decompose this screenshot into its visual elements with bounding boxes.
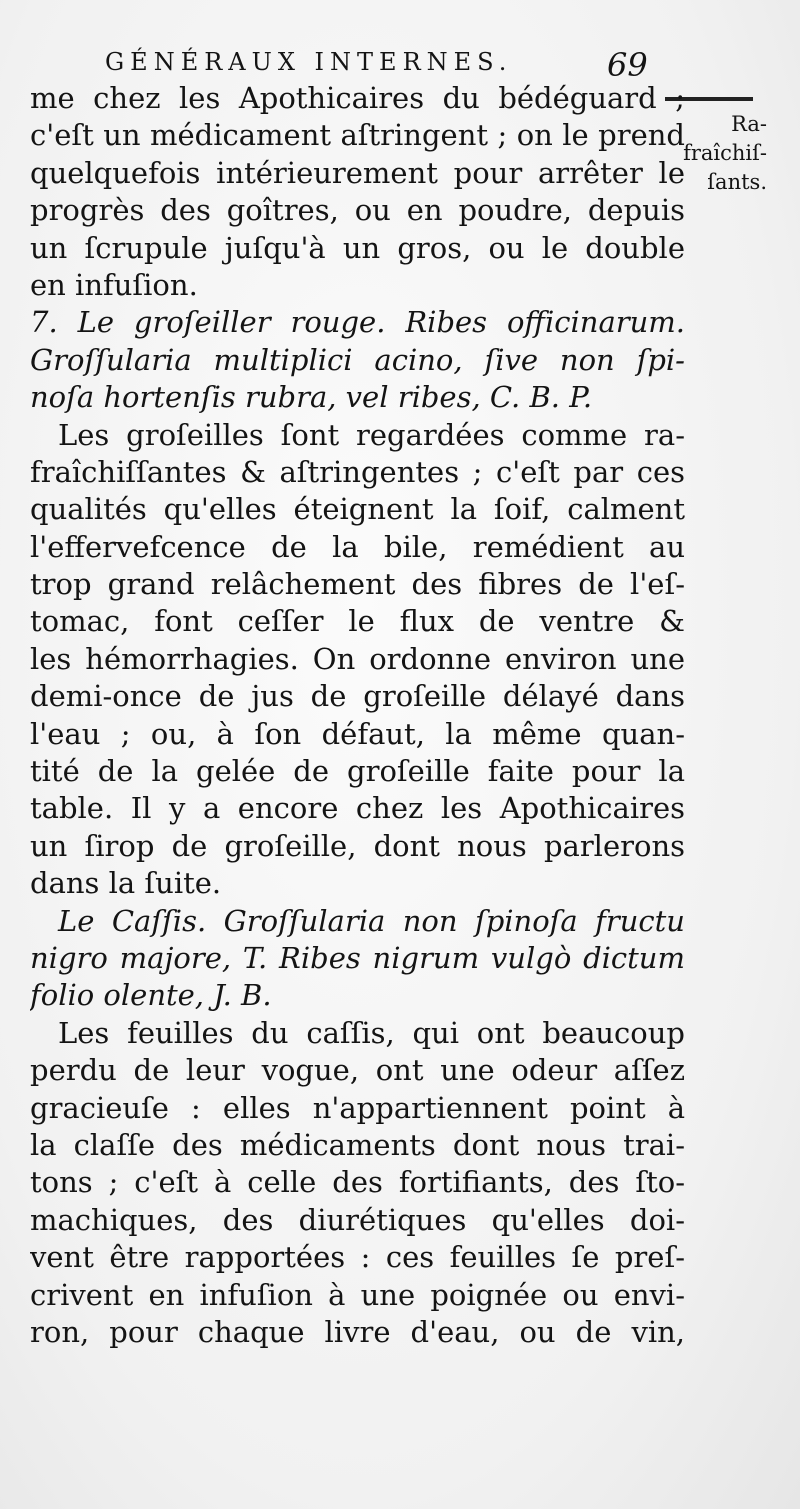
text-line: tité de la gelée de groſeille faite pour la	[30, 754, 685, 789]
text-line: qualités qu'elles éteignent la ſoif, calment	[30, 492, 685, 527]
text-line: un ſcrupule juſqu'à un gros, ou le double	[30, 230, 685, 265]
text-line: Groſſularia multiplici acino, ſive non ſpi-	[30, 342, 685, 377]
text-line: l'effervefcence de la bile, remédient au	[30, 529, 685, 564]
text-line: perdu de leur vogue, ont une odeur aſſez	[30, 1053, 685, 1088]
margin-note-line: fraîchiſ-	[683, 141, 767, 165]
text-line: trop grand relâchement des fibres de l'eſ-	[30, 567, 685, 602]
text-line: Le Caſſis. Groſſularia non ſpinoſa fructu	[58, 903, 685, 938]
text-line: c'eſt un médicament aſtringent ; on le prend	[30, 118, 685, 153]
text-line: tomac, font ceſſer le flux de ventre &	[30, 604, 685, 639]
text-line: 7. Le groſeiller rouge. Ribes officinarum.	[30, 305, 685, 340]
text-line: nigro majore, T. Ribes nigrum vulgò dictum	[30, 940, 685, 975]
text-line: crivent en infuſion à une poignée ou envi-	[30, 1277, 685, 1312]
text-line: dans la ſuite.	[30, 866, 222, 901]
text-line: un ſirop de groſeille, dont nous parlerons	[30, 828, 685, 863]
text-line: vent être rapportées : ces feuilles ſe preſ-	[30, 1240, 685, 1275]
text-line: quelquefois intérieurement pour arrêter le	[30, 155, 685, 190]
text-line: me chez les Apothicaires du bédéguard ;	[30, 81, 685, 115]
text-line: l'eau ; ou, à ſon défaut, la même quan-	[30, 716, 685, 751]
text-line: noſa hortenſis rubra, vel ribes, C. B. P.	[30, 380, 593, 415]
running-title: GÉNÉRAUX INTERNES.	[105, 48, 513, 76]
margin-note-line: Ra-	[731, 112, 767, 136]
text-line: machiques, des diurétiques qu'elles doi-	[30, 1202, 685, 1237]
text-line: tons ; c'eſt à celle des fortifiants, des ſto-	[30, 1165, 685, 1200]
text-line: table. Il y a encore chez les Apothicaires	[30, 791, 685, 826]
text-line: ron, pour chaque livre d'eau, ou de vin,	[30, 1314, 685, 1349]
text-line: gracieuſe : elles n'appartiennent point à	[30, 1090, 685, 1125]
body-text	[30, 80, 685, 1351]
text-line: les hémorrhagies. On ordonne environ une	[30, 641, 685, 676]
margin-note-line: ſants.	[707, 170, 767, 194]
text-line: folio olente, J. B.	[30, 978, 272, 1013]
text-line: fraîchiſſantes & aſtringentes ; c'eſt par ces	[30, 454, 685, 489]
text-line: progrès des goîtres, ou en poudre, depuis	[30, 193, 685, 228]
text-line: Les groſeilles ſont regardées comme ra-	[58, 417, 685, 452]
text-line: Les feuilles du caſſis, qui ont beaucoup	[58, 1015, 685, 1050]
page-number: 69	[607, 46, 648, 84]
text-line: en infuſion.	[30, 267, 198, 302]
text-line: demi-once de jus de groſeille délayé dans	[30, 679, 685, 714]
text-line: la claſſe des médicaments dont nous trai-	[30, 1127, 685, 1162]
